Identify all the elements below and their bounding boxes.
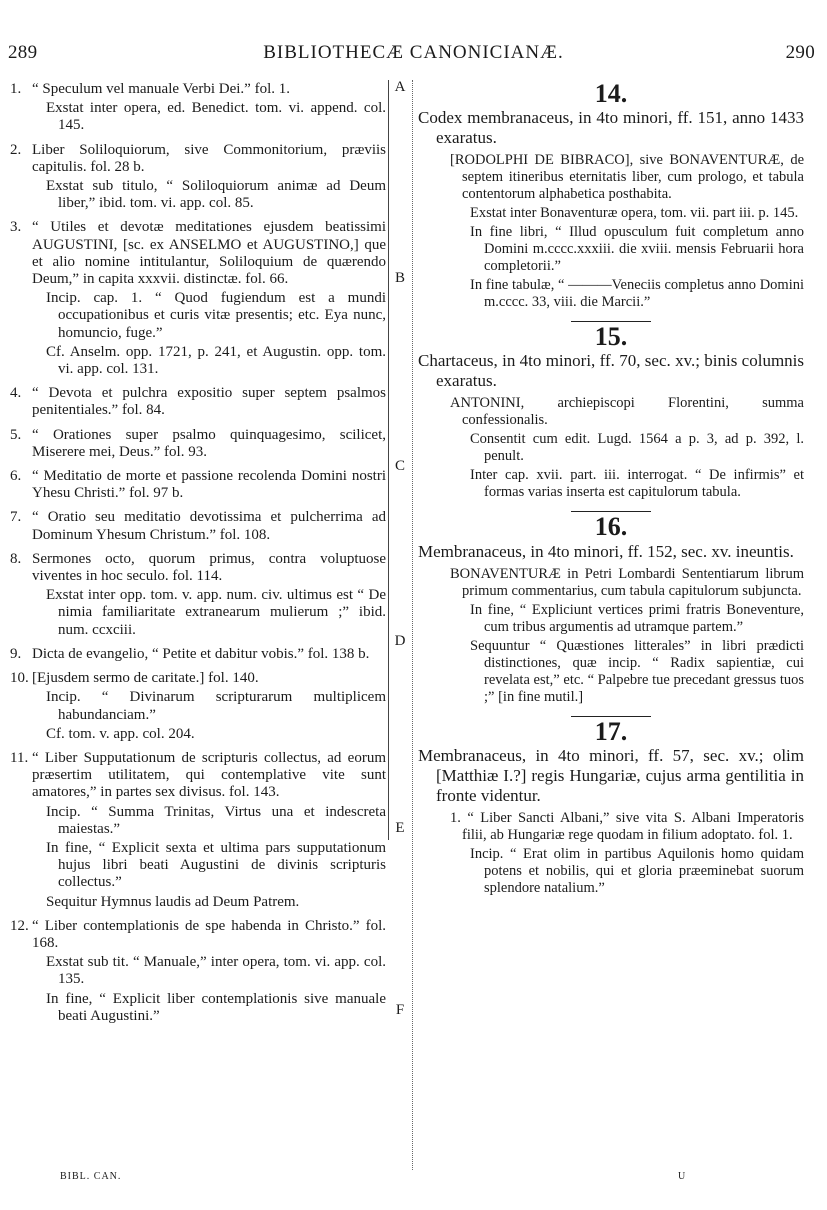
codex-note: In fine, “ Expliciunt vertices primi fratris Boneventure, cum tribus argumentis ad utramque partem.” xyxy=(470,601,804,635)
codex-entry xyxy=(418,79,804,311)
entry-note: Cf. tom. v. app. col. 204. xyxy=(46,725,195,742)
entry-title: Dicta de evangelio, “ Petite et dabitur vobis.” fol. 138 b. xyxy=(32,645,370,662)
entry-note: Cf. Anselm. opp. 1721, p. 241, et Augustin. opp. tom. vi. app. col. 131. xyxy=(46,343,386,378)
entry-title: [Ejusdem sermo de caritate.] fol. 140. xyxy=(32,670,259,687)
entry-title: “ Liber Supputationum de scripturis collectus, ad eorum præsertim utilitatem, qui contemplative vite sunt amatores,” in partes sex divisus. fol. 143. xyxy=(32,749,386,801)
codex-note: Exstat inter Bonaventuræ opera, tom. vii. part iii. p. 145. xyxy=(470,205,799,222)
printer-signature: BIBL. CAN. xyxy=(60,1171,122,1182)
codex-content: 1. “ Liber Sancti Albani,” sive vita S. Albani Imperatoris filii, ab Hungariæ rege quodam in filium adoptato. fol. 1. xyxy=(450,809,804,843)
list-item xyxy=(10,670,386,743)
entry-number: 6. xyxy=(10,468,22,485)
list-item xyxy=(10,385,386,419)
right-column xyxy=(418,81,804,905)
entry-title: “ Speculum vel manuale Verbi Dei.” fol. 1. xyxy=(32,81,290,97)
entry-number: 5. xyxy=(10,426,22,443)
codex-content: [RODOLPHI DE BIBRACO], sive BONAVENTURÆ, de septem itineribus eternitatis liber, cum prologo, et tabula contentorum alphabetica posthabita. xyxy=(450,152,804,203)
list-item xyxy=(10,219,386,378)
entry-title: “ Utiles et devotæ meditationes ejusdem beatissimi AUGUSTINI, [sc. ex ANSELMO et AUGUSTINO,] que et alio nomine intitulantur, Soliloquium de quærendo Deum,” in capita xxxvii. distinctæ. fol. 66. xyxy=(32,219,386,288)
list-item xyxy=(10,918,386,1025)
sheet-mark: U xyxy=(678,1171,686,1182)
codex-entry xyxy=(418,512,804,705)
list-item xyxy=(10,468,386,502)
entry-note: Exstat inter opp. tom. v. app. num. civ. ultimus est “ De nimia familiaritate extranearum mulierum ;” ibid. num. ccxciii. xyxy=(46,587,386,638)
entry-number: 12. xyxy=(10,917,29,934)
entry-title: “ Orationes super psalmo quinquagesimo, scilicet, Miserere mei, Deus.” fol. 93. xyxy=(32,426,386,460)
entry-number: 11. xyxy=(10,749,29,766)
codex-note: Sequuntur “ Quæstiones litterales” in libri prædicti distinctiones, quæ incip. “ Radix sapientiæ, cui revelata est,” etc. “ Palpebre tue precedant gressus tuos ;” [in fine mutil.] xyxy=(470,637,804,705)
entry-note: Incip. cap. 1. “ Quod fugiendum est a mundi occupationibus et curis vitæ presentis; etc. Eya nunc, homuncio, fuge.” xyxy=(46,290,386,341)
entry-title: “ Devota et pulchra expositio super septem psalmos penitentiales.” fol. 84. xyxy=(32,385,386,419)
entry-note: Incip. “ Summa Trinitas, Virtus una et indescreta maiestas.” xyxy=(46,803,386,837)
list-item xyxy=(10,142,386,213)
entry-title: “ Oratio seu meditatio devotissima et pulcherrima ad Dominum Yhesum Christum.” fol. 108. xyxy=(32,509,386,543)
codex-number: 17. xyxy=(594,716,628,746)
codex-note: Inter cap. xvii. part. iii. interrogat. “ De infirmis” et formas varias inserta est capitulorum tabula. xyxy=(470,467,804,501)
entry-number: 3. xyxy=(10,219,22,236)
list-item xyxy=(10,750,386,911)
codex-description: Chartaceus, in 4to minori, ff. 70, sec. xv.; binis columnis exaratus. xyxy=(418,351,804,391)
list-item xyxy=(10,427,386,461)
entry-title: Sermones octo, quorum primus, contra voluptuose viventes in hoc seculo. fol. 114. xyxy=(32,550,386,585)
running-title: BIBLIOTHECÆ CANONICIANÆ. xyxy=(263,42,564,63)
codex-note: Incip. “ Erat olim in partibus Aquilonis homo quidam potens et nobilis, qui et gloria præeminebat suorum splendore natalium.” xyxy=(470,845,804,896)
margin-section-letters xyxy=(388,0,412,1210)
entry-number: 2. xyxy=(10,141,22,158)
left-column xyxy=(10,81,386,1032)
entry-title: “ Meditatio de morte et passione recolenda Domini nostri Yhesu Christi.” fol. 97 b. xyxy=(32,468,386,502)
entry-number: 9. xyxy=(10,645,22,662)
codex-number: 16. xyxy=(594,512,628,542)
page-number-left: 289 xyxy=(8,42,38,63)
codex-number: 14. xyxy=(594,79,628,108)
codex-number: 15. xyxy=(594,322,628,352)
codex-description: Membranaceus, in 4to minori, ff. 57, sec. xv.; olim [Matthiæ I.?] regis Hungariæ, cujus arma gentilitia in fronte videntur. xyxy=(418,745,804,805)
codex-note: In fine tabulæ, “ ———Veneciis completus anno Domini m.cccc. 33, viii. die Marcii.” xyxy=(470,277,804,311)
margin-letter: C xyxy=(394,458,405,474)
list-item xyxy=(10,646,386,663)
entry-title: Liber Soliloquiorum, sive Commonitorium, præviis capitulis. fol. 28 b. xyxy=(32,141,386,175)
codex-entry xyxy=(418,716,804,897)
entry-note: In fine, “ Explicit liber contemplationis sive manuale beati Augustini.” xyxy=(46,990,386,1024)
entry-number: 4. xyxy=(10,385,22,402)
entry-note: In fine, “ Explicit sexta et ultima pars supputationum hujus libri beati Augustini de divinis scripturis collectus.” xyxy=(46,839,386,891)
codex-description: Codex membranaceus, in 4to minori, ff. 151, anno 1433 exaratus. xyxy=(418,108,804,148)
margin-letter: A xyxy=(394,79,406,95)
column-rule-right xyxy=(412,80,413,1170)
list-item xyxy=(10,551,386,639)
margin-letter: D xyxy=(394,633,406,649)
list-item xyxy=(10,81,386,135)
codex-note: Consentit cum edit. Lugd. 1564 a p. 3, ad p. 392, l. penult. xyxy=(470,431,804,465)
codex-note: In fine libri, “ Illud opusculum fuit completum anno Domini m.cccc.xxxiii. die xviii. mensis Februarii hora completorii.” xyxy=(470,224,804,275)
page-number-right: 290 xyxy=(785,42,815,63)
entry-note: Exstat inter opera, ed. Benedict. tom. vi. append. col. 145. xyxy=(46,100,386,134)
margin-letter: B xyxy=(394,270,405,286)
margin-letter: E xyxy=(395,820,405,836)
entry-number: 8. xyxy=(10,550,22,567)
list-item xyxy=(10,509,386,543)
entry-number: 10. xyxy=(10,670,29,687)
entry-number: 7. xyxy=(10,509,22,526)
entry-note: Incip. “ Divinarum scripturarum multiplicem habundanciam.” xyxy=(46,689,386,723)
codex-entry xyxy=(418,322,804,501)
entry-number: 1. xyxy=(10,81,22,97)
margin-letter: F xyxy=(395,1002,405,1018)
entry-note: Sequitur Hymnus laudis ad Deum Patrem. xyxy=(46,893,300,910)
entry-note: Exstat sub titulo, “ Soliloquiorum animæ ad Deum liber,” ibid. tom. vi. app. col. 85. xyxy=(46,178,386,212)
codex-description: Membranaceus, in 4to minori, ff. 152, sec. xv. ineuntis. xyxy=(418,541,794,561)
codex-content: ANTONINI, archiepiscopi Florentini, summa confessionalis. xyxy=(450,395,804,429)
entry-title: “ Liber contemplationis de spe habenda in Christo.” fol. 168. xyxy=(32,917,386,951)
codex-content: BONAVENTURÆ in Petri Lombardi Sententiarum librum primum commentarius, cum tabula capitulorum subjuncta. xyxy=(450,565,804,599)
entry-note: Exstat sub tit. “ Manuale,” inter opera, tom. vi. app. col. 135. xyxy=(46,954,386,988)
